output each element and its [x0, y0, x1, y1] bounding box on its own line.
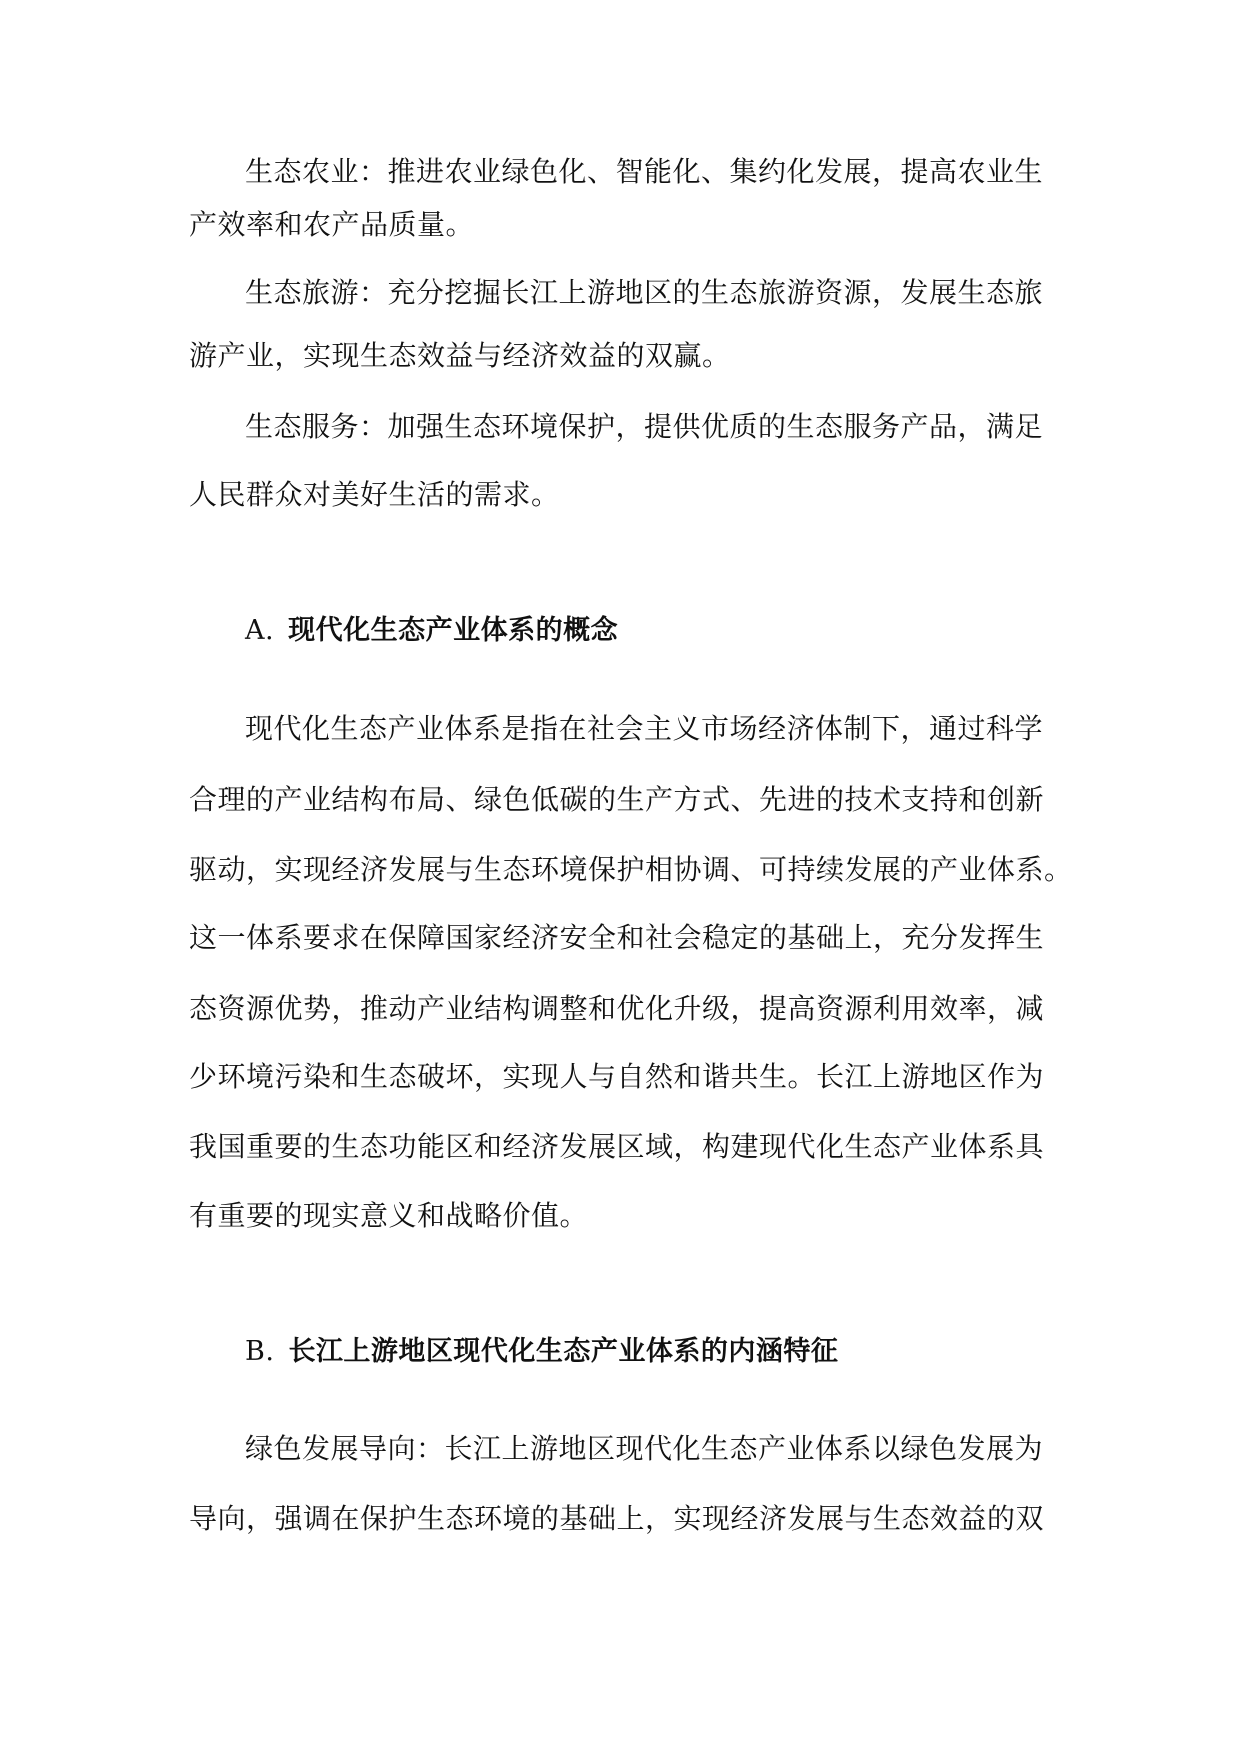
paragraph-eco-agriculture-line-1: 生态农业：推进农业绿色化、智能化、集约化发展，提高农业生 [245, 155, 1044, 188]
paragraph-eco-service-line-2: 人民群众对美好生活的需求。 [189, 478, 560, 511]
paragraph-eco-tourism-line-1: 生态旅游：充分挖掘长江上游地区的生态旅游资源，发展生态旅 [245, 276, 1044, 309]
paragraph-green-development-line-2: 导向，强调在保护生态环境的基础上，实现经济发展与生态效益的双 [189, 1502, 1045, 1535]
section-heading-b [245, 1330, 838, 1374]
paragraph-concept-line-3: 驱动，实现经济发展与生态环境保护相协调、可持续发展的产业体系。 [189, 853, 1073, 886]
section-heading-a [245, 609, 618, 653]
paragraph-concept-line-5: 态资源优势，推动产业结构调整和优化升级，提高资源利用效率，减 [189, 992, 1045, 1025]
section-heading-a-title: 现代化生态产业体系的概念 [288, 615, 619, 646]
paragraph-concept-line-4: 这一体系要求在保障国家经济安全和社会稳定的基础上，充分发挥生 [189, 921, 1045, 954]
paragraph-eco-tourism-line-2: 游产业，实现生态效益与经济效益的双赢。 [189, 339, 731, 372]
paragraph-eco-service-line-1: 生态服务：加强生态环境保护，提供优质的生态服务产品，满足 [245, 410, 1044, 443]
paragraph-green-development-line-1: 绿色发展导向：长江上游地区现代化生态产业体系以绿色发展为 [245, 1432, 1044, 1465]
paragraph-eco-agriculture-line-2: 产效率和农产品质量。 [189, 208, 475, 241]
paragraph-concept-line-1: 现代化生态产业体系是指在社会主义市场经济体制下，通过科学 [245, 712, 1044, 745]
paragraph-concept-line-6: 少环境污染和生态破坏，实现人与自然和谐共生。长江上游地区作为 [189, 1060, 1045, 1093]
paragraph-concept-line-7: 我国重要的生态功能区和经济发展区域，构建现代化生态产业体系具 [189, 1130, 1045, 1163]
section-heading-b-title: 长江上游地区现代化生态产业体系的内涵特征 [288, 1336, 839, 1367]
section-heading-b-marker: B. [245, 1336, 275, 1367]
section-heading-a-marker: A. [245, 615, 275, 646]
paragraph-concept-line-2: 合理的产业结构布局、绿色低碳的生产方式、先进的技术支持和创新 [189, 783, 1045, 816]
paragraph-concept-line-8: 有重要的现实意义和战略价值。 [189, 1199, 589, 1232]
